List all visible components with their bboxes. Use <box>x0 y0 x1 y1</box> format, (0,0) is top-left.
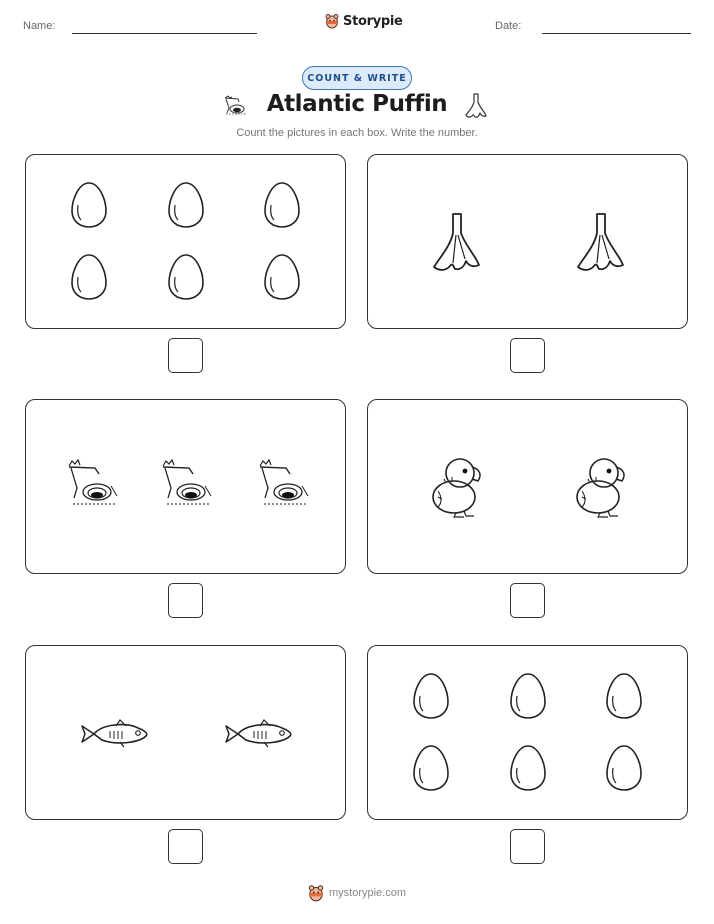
puffin-chick-icon <box>572 453 628 525</box>
name-line[interactable] <box>72 33 257 34</box>
count-box-3 <box>25 399 346 574</box>
webbed-foot-icon <box>575 211 625 277</box>
footer-url[interactable]: mystorypie.com <box>328 887 407 899</box>
instructions: Count the pictures in each box. Write the number. <box>236 127 478 139</box>
burrow-icon <box>256 458 310 512</box>
name-label: Name: <box>23 20 56 32</box>
answer-box-2[interactable] <box>510 338 545 373</box>
egg-icon <box>263 181 301 233</box>
egg-icon <box>605 672 643 724</box>
answer-box-5[interactable] <box>168 829 203 864</box>
webbed-foot-icon <box>464 92 488 124</box>
puffin-chick-icon <box>428 453 484 525</box>
date-label: Date: <box>495 20 522 32</box>
burrow-icon <box>159 458 213 512</box>
egg-icon <box>605 744 643 796</box>
egg-icon <box>263 253 301 305</box>
answer-box-1[interactable] <box>168 338 203 373</box>
count-box-5 <box>25 645 346 820</box>
storypie-mascot-icon <box>308 884 324 902</box>
answer-box-6[interactable] <box>510 829 545 864</box>
count-box-2 <box>367 154 688 329</box>
answer-box-4[interactable] <box>510 583 545 618</box>
egg-icon <box>167 181 205 233</box>
count-box-1 <box>25 154 346 329</box>
webbed-foot-icon <box>431 211 481 277</box>
storypie-mascot-icon <box>325 13 339 29</box>
footer <box>0 884 714 902</box>
egg-icon <box>70 253 108 305</box>
date-line[interactable] <box>542 33 691 34</box>
brand-logo <box>325 13 403 29</box>
activity-badge: COUNT & WRITE <box>302 66 412 90</box>
count-box-6 <box>367 645 688 820</box>
burrow-icon <box>65 458 119 512</box>
page-title: Atlantic Puffin <box>266 91 448 117</box>
egg-icon <box>412 672 450 724</box>
egg-icon <box>509 744 547 796</box>
count-box-4 <box>367 399 688 574</box>
egg-icon <box>509 672 547 724</box>
fish-icon <box>80 718 150 754</box>
egg-icon <box>167 253 205 305</box>
fish-icon <box>224 718 294 754</box>
answer-box-3[interactable] <box>168 583 203 618</box>
egg-icon <box>70 181 108 233</box>
brand-name: Storypie <box>343 13 403 29</box>
egg-icon <box>412 744 450 796</box>
